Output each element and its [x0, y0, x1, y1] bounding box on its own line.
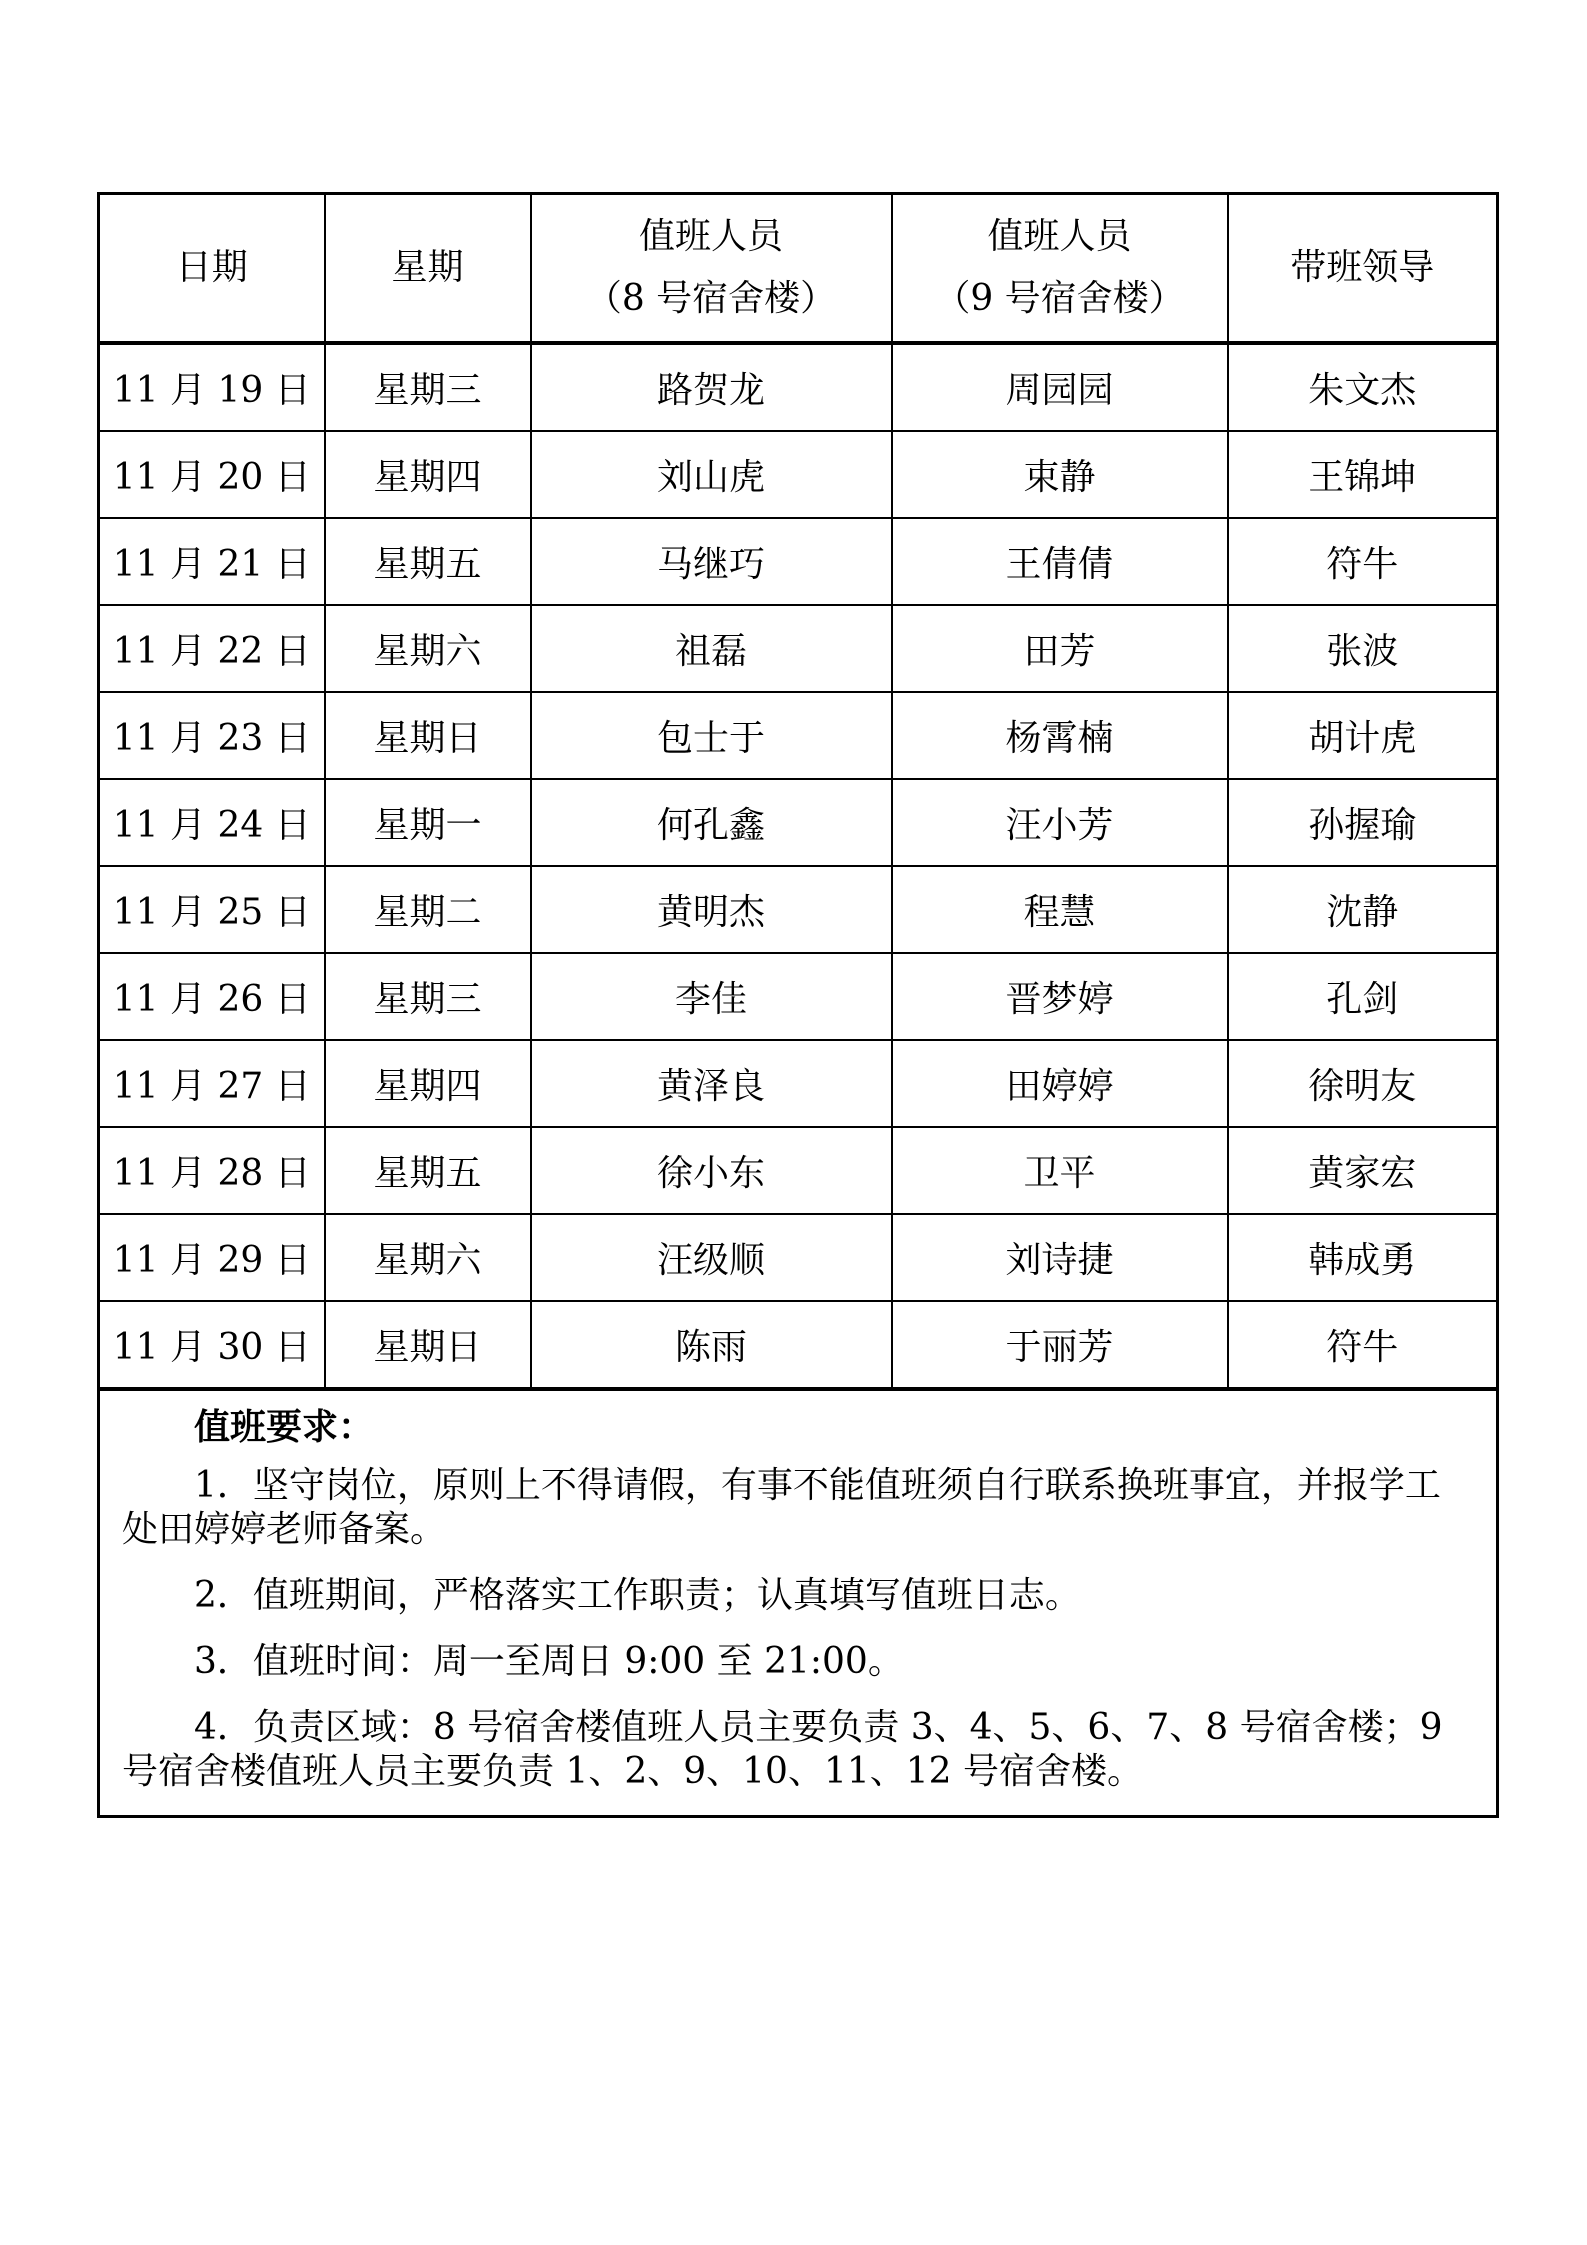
note-item: 1．坚守岗位，原则上不得请假，有事不能值班须自行联系换班事宜，并报学工处田婷婷老师备案。: [122, 1465, 1441, 1550]
cell-staff8: 陈雨: [531, 1301, 892, 1389]
cell-weekday: 星期一: [325, 779, 531, 866]
cell-leader: 朱文杰: [1228, 343, 1498, 431]
notes-row: [99, 1389, 1498, 1817]
cell-date: 11 月 28 日: [99, 1127, 325, 1214]
cell-staff9: 田芳: [892, 605, 1228, 692]
note-item: 4．负责区域：8 号宿舍楼值班人员主要负责 3、4、5、6、7、8 号宿舍楼；9 号宿舍楼值班人员主要负责 1、2、9、10、11、12 号宿舍楼。: [122, 1706, 1443, 1792]
cell-date: 11 月 26 日: [99, 953, 325, 1040]
column-header-weekday: [325, 194, 531, 344]
column-header-line: 星期: [391, 247, 464, 288]
cell-date: 11 月 21 日: [99, 518, 325, 605]
cell-staff9: 卫平: [892, 1127, 1228, 1214]
cell-staff8: 李佳: [531, 953, 892, 1040]
cell-staff9: 王倩倩: [892, 518, 1228, 605]
cell-leader: 孔剑: [1228, 953, 1498, 1040]
cell-staff9: 程慧: [892, 866, 1228, 953]
duty-row: [99, 431, 1498, 518]
cell-staff9: 杨霄楠: [892, 692, 1228, 779]
column-header-line: 日期: [175, 247, 248, 288]
cell-leader: 张波: [1228, 605, 1498, 692]
cell-weekday: 星期四: [325, 431, 531, 518]
notes-title: 值班要求：: [194, 1406, 375, 1448]
cell-leader: 沈静: [1228, 866, 1498, 953]
duty-row: [99, 605, 1498, 692]
notes-cell: [99, 1389, 1498, 1817]
header-row: [99, 194, 1498, 344]
column-header-line: 值班人员: [987, 216, 1132, 257]
notes-list: [122, 1464, 1474, 1793]
cell-staff9: 束静: [892, 431, 1228, 518]
cell-weekday: 星期三: [325, 953, 531, 1040]
duty-row: [99, 953, 1498, 1040]
table-footer: [99, 1389, 1498, 1817]
table-header: [99, 194, 1498, 344]
duty-row: [99, 518, 1498, 605]
cell-staff8: 马继巧: [531, 518, 892, 605]
cell-leader: 孙握瑜: [1228, 779, 1498, 866]
cell-date: 11 月 20 日: [99, 431, 325, 518]
column-header-line: （8 号宿舍楼）: [585, 278, 837, 319]
column-header-line: （9 号宿舍楼）: [934, 278, 1185, 319]
note-item: 3．值班时间：周一至周日 9:00 至 21:00。: [194, 1640, 904, 1682]
cell-date: 11 月 30 日: [99, 1301, 325, 1389]
duty-row: [99, 1040, 1498, 1127]
duty-row: [99, 866, 1498, 953]
duty-row: [99, 692, 1498, 779]
cell-leader: 胡计虎: [1228, 692, 1498, 779]
cell-date: 11 月 19 日: [99, 343, 325, 431]
cell-staff8: 黄明杰: [531, 866, 892, 953]
duty-roster-table: [97, 192, 1499, 1818]
cell-leader: 王锦坤: [1228, 431, 1498, 518]
column-header-staff8: [531, 194, 892, 344]
column-header-line: 带班领导: [1290, 247, 1435, 288]
cell-date: 11 月 22 日: [99, 605, 325, 692]
duty-row: [99, 1301, 1498, 1389]
duty-row: [99, 343, 1498, 431]
cell-weekday: 星期六: [325, 1214, 531, 1301]
cell-staff8: 徐小东: [531, 1127, 892, 1214]
cell-staff8: 刘山虎: [531, 431, 892, 518]
cell-staff9: 周园园: [892, 343, 1228, 431]
cell-staff8: 路贺龙: [531, 343, 892, 431]
cell-staff8: 黄泽良: [531, 1040, 892, 1127]
cell-weekday: 星期五: [325, 1127, 531, 1214]
column-header-leader: [1228, 194, 1498, 344]
column-header-staff9: [892, 194, 1228, 344]
duty-row: [99, 779, 1498, 866]
cell-staff8: 包士于: [531, 692, 892, 779]
cell-leader: 符牛: [1228, 518, 1498, 605]
cell-weekday: 星期四: [325, 1040, 531, 1127]
cell-staff9: 晋梦婷: [892, 953, 1228, 1040]
cell-date: 11 月 29 日: [99, 1214, 325, 1301]
cell-leader: 韩成勇: [1228, 1214, 1498, 1301]
cell-weekday: 星期日: [325, 1301, 531, 1389]
cell-weekday: 星期六: [325, 605, 531, 692]
cell-staff9: 于丽芳: [892, 1301, 1228, 1389]
cell-date: 11 月 23 日: [99, 692, 325, 779]
cell-staff8: 何孔鑫: [531, 779, 892, 866]
cell-date: 11 月 24 日: [99, 779, 325, 866]
column-header-date: [99, 194, 325, 344]
cell-weekday: 星期日: [325, 692, 531, 779]
cell-leader: 符牛: [1228, 1301, 1498, 1389]
cell-staff9: 刘诗捷: [892, 1214, 1228, 1301]
duty-row: [99, 1127, 1498, 1214]
cell-staff9: 汪小芳: [892, 779, 1228, 866]
cell-date: 11 月 27 日: [99, 1040, 325, 1127]
cell-staff8: 祖磊: [531, 605, 892, 692]
cell-staff9: 田婷婷: [892, 1040, 1228, 1127]
cell-leader: 徐明友: [1228, 1040, 1498, 1127]
duty-row: [99, 1214, 1498, 1301]
note-item: 2．值班期间，严格落实工作职责；认真填写值班日志。: [194, 1574, 1081, 1616]
cell-weekday: 星期三: [325, 343, 531, 431]
cell-leader: 黄家宏: [1228, 1127, 1498, 1214]
column-header-line: 值班人员: [638, 216, 783, 257]
cell-date: 11 月 25 日: [99, 866, 325, 953]
cell-weekday: 星期二: [325, 866, 531, 953]
cell-staff8: 汪级顺: [531, 1214, 892, 1301]
cell-weekday: 星期五: [325, 518, 531, 605]
table-body: [99, 343, 1498, 1389]
